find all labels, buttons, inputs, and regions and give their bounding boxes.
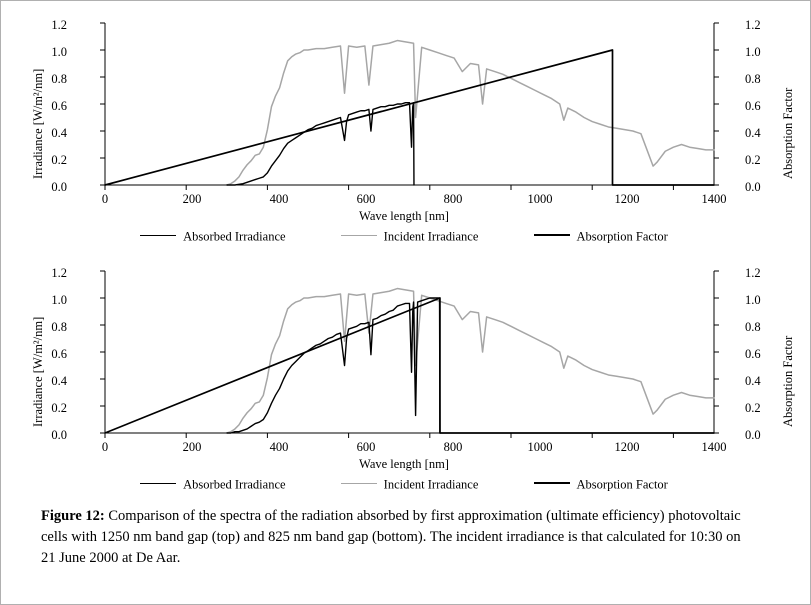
x-tick-top-5: 1000 (527, 192, 553, 206)
y-tick-left-bottom-5: 1.0 (51, 293, 67, 307)
y-tick-right-bottom-0: 0.0 (745, 428, 761, 442)
y-tick-left-bottom-0: 0.0 (51, 428, 67, 442)
y-axis-title-left-bottom: Irradiance [W/m²/nm] (31, 316, 45, 427)
legend-swatch-incident-bottom (341, 483, 377, 484)
x-tick-bottom-6: 1200 (614, 440, 640, 454)
y-tick-right-top-6: 1.2 (745, 18, 761, 32)
y-tick-left-bottom-6: 1.2 (51, 266, 67, 280)
legend-label-absorption-factor-top: Absorption Factor (576, 229, 668, 244)
x-tick-top-3: 600 (356, 192, 376, 206)
y-tick-right-top-1: 0.2 (745, 153, 761, 167)
y-tick-left-top-1: 0.2 (51, 153, 67, 167)
x-tick-bottom-1: 200 (182, 440, 202, 454)
chart-svg-bottom (19, 255, 789, 460)
y-axis-title-right-bottom: Absorption Factor (781, 335, 795, 427)
x-tick-bottom-4: 800 (443, 440, 463, 454)
y-tick-right-top-0: 0.0 (745, 180, 761, 194)
y-tick-right-top-3: 0.6 (745, 99, 761, 113)
y-tick-left-bottom-2: 0.4 (51, 374, 67, 388)
legend-bottom (19, 477, 789, 493)
legend-swatch-absorption-factor-top (534, 234, 570, 236)
y-tick-left-top-4: 0.8 (51, 72, 67, 86)
y-tick-left-top-2: 0.4 (51, 126, 67, 140)
y-tick-right-bottom-2: 0.4 (745, 374, 761, 388)
y-tick-left-top-5: 1.0 (51, 45, 67, 59)
legend-label-absorption-factor-bottom: Absorption Factor (576, 477, 668, 492)
y-tick-right-bottom-1: 0.2 (745, 401, 761, 415)
legend-top (19, 229, 789, 245)
legend-swatch-incident-top (341, 235, 377, 236)
figure-caption-label: Figure 12: (41, 508, 105, 524)
chart-svg-top (19, 7, 789, 212)
y-tick-left-bottom-1: 0.2 (51, 401, 67, 415)
x-tick-top-6: 1200 (614, 192, 640, 206)
legend-label-incident-bottom: Incident Irradiance (383, 477, 479, 492)
x-tick-top-4: 800 (443, 192, 463, 206)
chart-top (19, 7, 795, 244)
legend-swatch-absorption-factor-bottom (534, 482, 570, 484)
chart-bottom (19, 255, 795, 492)
y-tick-left-top-6: 1.2 (51, 18, 67, 32)
y-tick-left-bottom-4: 0.8 (51, 320, 67, 334)
x-tick-bottom-2: 400 (269, 440, 289, 454)
y-axis-title-left-top: Irradiance [W/m²/nm] (31, 68, 45, 179)
y-tick-right-bottom-6: 1.2 (745, 266, 761, 280)
legend-item-absorbed-top (140, 229, 285, 245)
y-tick-left-bottom-3: 0.6 (51, 347, 67, 361)
y-tick-right-bottom-3: 0.6 (745, 347, 761, 361)
x-tick-top-7: 1400 (701, 192, 727, 206)
legend-swatch-absorbed-bottom (140, 483, 176, 484)
x-tick-top-2: 400 (269, 192, 289, 206)
x-tick-top-1: 200 (182, 192, 202, 206)
x-axis-title-bottom: Wave length [nm] (359, 457, 449, 471)
legend-label-absorbed-bottom: Absorbed Irradiance (183, 477, 286, 492)
x-tick-bottom-7: 1400 (701, 440, 727, 454)
figure-caption-text: Comparison of the spectra of the radiation absorbed by first approximation (ultimate efficiency) photovoltaic cells with 1250 nm band gap (top) and 825 nm band gap (bottom). The incident irradiance is that calculated for 10:30 on 21 June 2000 at De Aar. (41, 508, 741, 566)
legend-label-incident-top: Incident Irradiance (383, 229, 479, 244)
y-axis-title-right-top: Absorption Factor (781, 87, 795, 179)
y-tick-right-bottom-5: 1.0 (745, 293, 761, 307)
y-tick-left-top-3: 0.6 (51, 99, 67, 113)
legend-swatch-absorbed-top (140, 235, 176, 236)
legend-item-incident-top (341, 229, 479, 245)
legend-label-absorbed-top: Absorbed Irradiance (183, 229, 286, 244)
x-tick-top-0: 0 (101, 192, 109, 206)
y-tick-left-top-0: 0.0 (51, 180, 67, 194)
y-tick-right-top-5: 1.0 (745, 45, 761, 59)
legend-item-absorption-factor-top (534, 229, 668, 245)
plot-area-top (19, 7, 795, 223)
y-tick-right-top-2: 0.4 (745, 126, 761, 140)
legend-item-absorbed-bottom (140, 477, 285, 493)
x-tick-bottom-5: 1000 (527, 440, 553, 454)
x-axis-title-top: Wave length [nm] (359, 209, 449, 223)
x-tick-bottom-3: 600 (356, 440, 376, 454)
legend-item-absorption-factor-bottom (534, 477, 668, 493)
plot-area-bottom (19, 255, 795, 471)
y-tick-right-top-4: 0.8 (745, 72, 761, 86)
y-tick-right-bottom-4: 0.8 (745, 320, 761, 334)
figure-container (19, 7, 795, 492)
legend-item-incident-bottom (341, 477, 479, 493)
figure-caption (41, 506, 741, 569)
x-tick-bottom-0: 0 (101, 440, 109, 454)
